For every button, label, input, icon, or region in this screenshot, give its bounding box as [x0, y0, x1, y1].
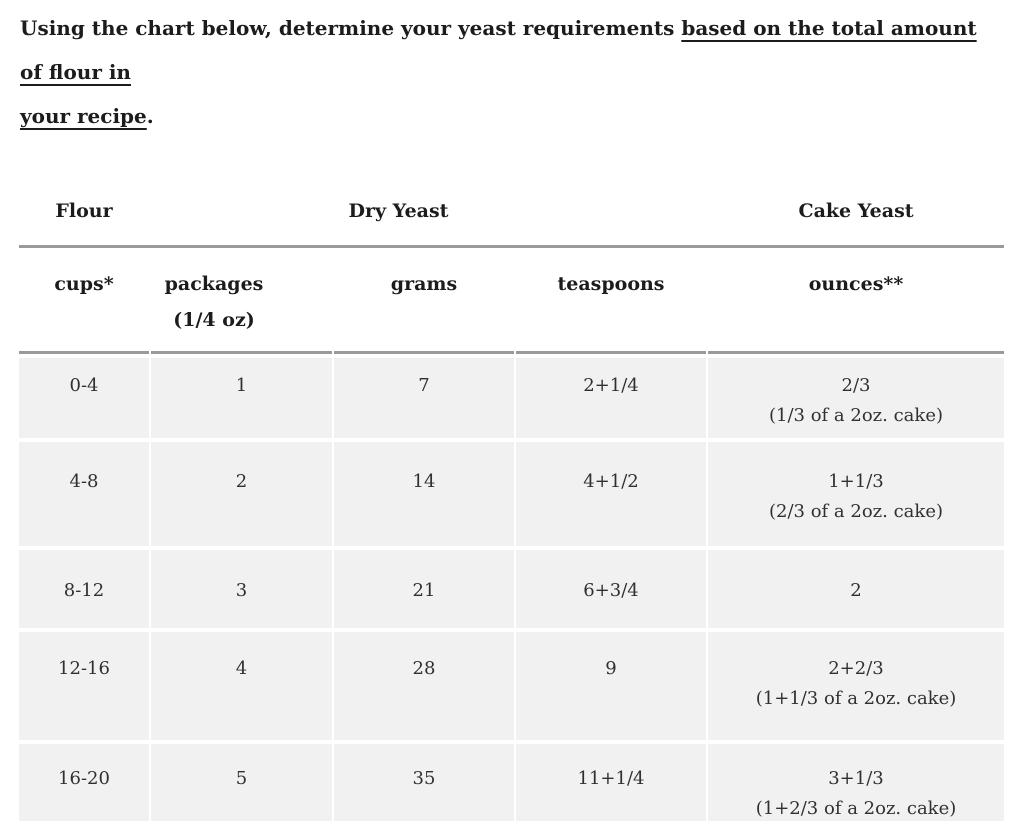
- body-divider-segment: [151, 351, 332, 354]
- cell-ounces: [708, 632, 1004, 740]
- cell-cups: 12-16: [19, 632, 149, 740]
- cell-teaspoons: 6+3/4: [516, 550, 706, 628]
- ounces-value: 3+1/3: [828, 768, 884, 789]
- yeast-conversion-table: [19, 181, 1005, 821]
- cell-packages: 4: [151, 632, 332, 740]
- instruction-period: .: [146, 104, 154, 128]
- cell-teaspoons: 11+1/4: [516, 744, 706, 821]
- body-divider-segment: [708, 351, 1004, 354]
- cell-grams: 14: [334, 442, 514, 546]
- ounces-value: 2+2/3: [828, 658, 884, 679]
- ounces-note: (1+2/3 of a 2oz. cake): [755, 798, 957, 819]
- cell-cups: 16-20: [19, 744, 149, 821]
- group-header-flour: Flour: [19, 181, 149, 241]
- column-header-packages: [151, 252, 332, 347]
- column-header-teaspoons: teaspoons: [516, 252, 706, 347]
- cell-ounces: [708, 550, 1004, 628]
- cell-teaspoons: 2+1/4: [516, 358, 706, 438]
- instruction-normal-part: Using the chart below, determine your yeast requirements: [20, 16, 682, 40]
- ounces-note: (1+1/3 of a 2oz. cake): [755, 688, 957, 709]
- ounces-value: 2/3: [841, 375, 871, 396]
- cell-packages: 5: [151, 744, 332, 821]
- instruction-underlined-part-1: based on the total amount of flour in: [20, 16, 977, 84]
- instruction-underlined-part-2: your recipe: [20, 104, 147, 128]
- cell-cups: 4-8: [19, 442, 149, 546]
- cell-cups: 0-4: [19, 358, 149, 438]
- column-header-packages-line1: packages: [164, 273, 264, 295]
- column-header-grams: grams: [334, 252, 514, 347]
- cell-ounces: [708, 358, 1004, 438]
- cell-ounces: [708, 442, 1004, 546]
- header-divider-line: [19, 245, 1004, 248]
- group-header-dry-yeast: Dry Yeast: [151, 181, 706, 241]
- column-header-cups: cups*: [19, 252, 149, 347]
- cell-grams: 28: [334, 632, 514, 740]
- cell-teaspoons: 4+1/2: [516, 442, 706, 546]
- ounces-note: (2/3 of a 2oz. cake): [769, 501, 943, 522]
- cell-cups: 8-12: [19, 550, 149, 628]
- cell-grams: 21: [334, 550, 514, 628]
- body-divider-segment: [516, 351, 706, 354]
- body-divider-segment: [334, 351, 514, 354]
- column-header-packages-line2: (1/4 oz): [173, 309, 255, 331]
- group-header-cake-yeast: Cake Yeast: [708, 181, 1004, 241]
- cell-ounces: [708, 744, 1004, 821]
- column-header-ounces: ounces**: [708, 252, 1004, 347]
- cell-packages: 3: [151, 550, 332, 628]
- cell-packages: 2: [151, 442, 332, 546]
- cell-grams: 7: [334, 358, 514, 438]
- ounces-value: 1+1/3: [828, 471, 884, 492]
- body-divider-segment: [19, 351, 149, 354]
- cell-teaspoons: 9: [516, 632, 706, 740]
- instruction-text: [0, 0, 1005, 138]
- ounces-note: (1/3 of a 2oz. cake): [769, 405, 943, 426]
- cell-grams: 35: [334, 744, 514, 821]
- ounces-value: 2: [850, 580, 862, 601]
- cell-packages: 1: [151, 358, 332, 438]
